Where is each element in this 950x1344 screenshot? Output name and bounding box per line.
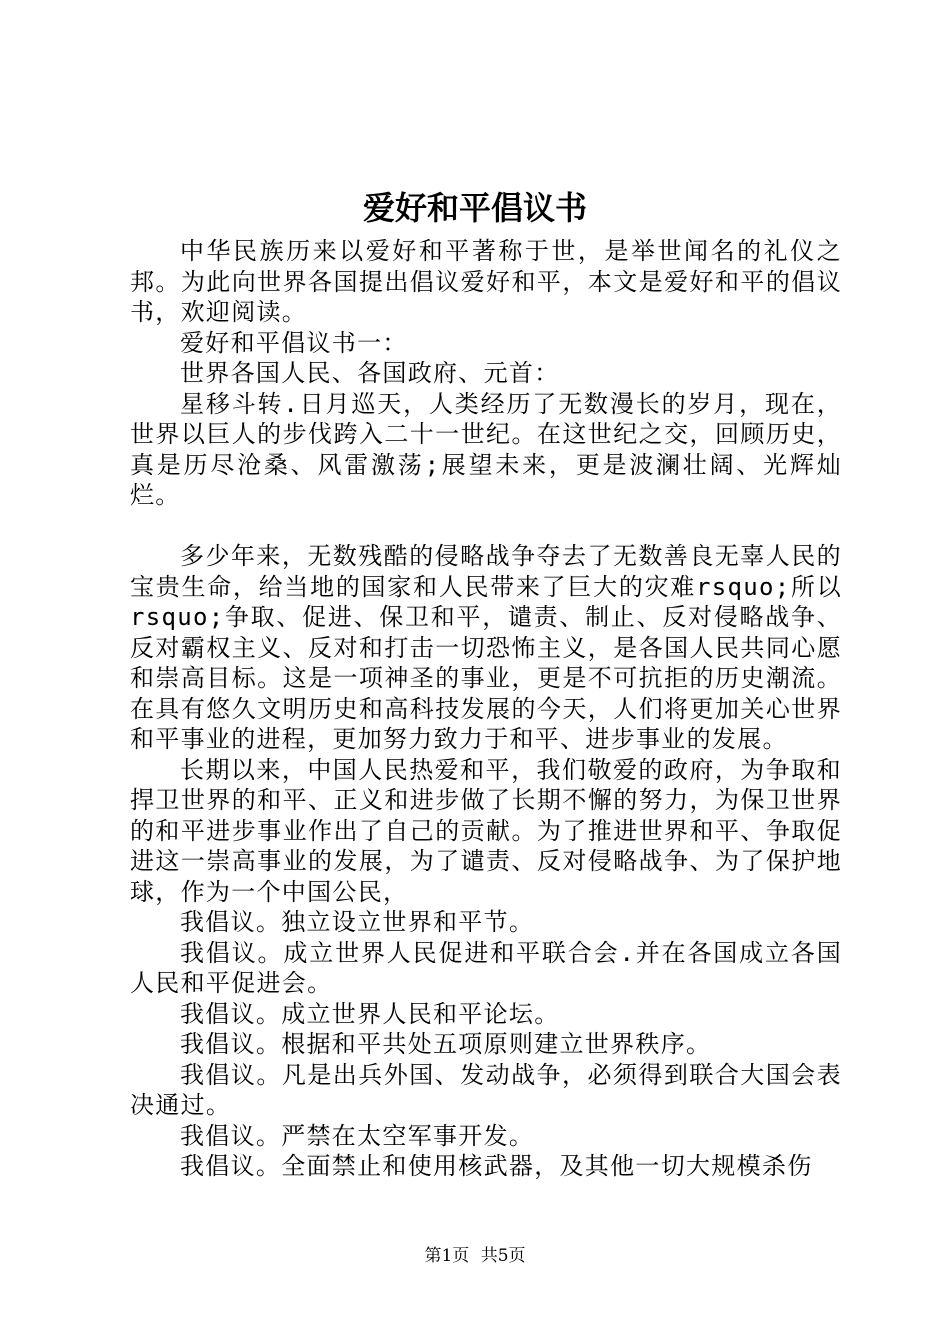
- proposal-item: 我倡议。成立世界人民促进和平联合会.并在各国成立各国人民和平促进会。: [130, 938, 842, 997]
- page-total: 共5页: [480, 1246, 526, 1266]
- paragraph-salutation: 世界各国人民、各国政府、元首：: [180, 359, 560, 387]
- document-body: [130, 236, 842, 1182]
- proposal-item: 我倡议。根据和平共处五项原则建立世界秩序。: [180, 1030, 712, 1058]
- proposal-item: 我倡议。凡是出兵外国、发动战争，必须得到联合大国会表决通过。: [130, 1060, 842, 1119]
- document-title: 爱好和平倡议书: [362, 189, 587, 227]
- page-footer: [0, 1244, 950, 1268]
- paragraph: 多少年来，无数残酷的侵略战争夺去了无数善良无辜人民的宝贵生命，给当地的国家和人民带来了巨大的灾难rsquo;所以rsquo;争取、促进、保卫和平，谴责、制止、反对侵略战争、反对霸权主义、反对和打击一切恐怖主义，是各国人民共同心愿和崇高目标。这是一项神圣的事业，更是不可抗拒的历史潮流。在具有悠久文明历史和高科技发展的今天，人们将更加关心世界和平事业的进程，更加努力致力于和平、进步事业的发展。: [130, 542, 842, 753]
- proposal-item: 我倡议。独立设立世界和平节。: [180, 908, 535, 936]
- paragraph-blank: [130, 511, 842, 542]
- page-number: 第1页: [424, 1246, 470, 1266]
- proposal-item: 我倡议。成立世界人民和平论坛。: [180, 999, 560, 1028]
- paragraph-intro: 中华民族历来以爱好和平著称于世，是举世闻名的礼仪之邦。为此向世界各国提出倡议爱好和平，本文是爱好和平的倡议书，欢迎阅读。: [130, 237, 842, 326]
- proposal-item: 我倡议。全面禁止和使用核武器，及其他一切大规模杀伤: [180, 1152, 813, 1180]
- proposal-item: 我倡议。严禁在太空军事开发。: [180, 1121, 535, 1150]
- paragraph: 星移斗转.日月巡天，人类经历了无数漫长的岁月，现在，世界以巨人的步伐跨入二十一世纪。在这世纪之交，回顾历史，真是历尽沧桑、风雷激荡;展望未来，更是波澜壮阔、光辉灿烂。: [130, 389, 842, 509]
- paragraph-heading: 爱好和平倡议书一：: [180, 328, 408, 357]
- paragraph: 长期以来，中国人民热爱和平，我们敬爱的政府，为争取和捍卫世界的和平、正义和进步做了长期不懈的努力，为保卫世界的和平进步事业作出了自己的贡献。为了推进世界和平、争取促进这一崇高事业的发展，为了谴责、反对侵略战争、为了保护地球，作为一个中国公民，: [130, 755, 842, 906]
